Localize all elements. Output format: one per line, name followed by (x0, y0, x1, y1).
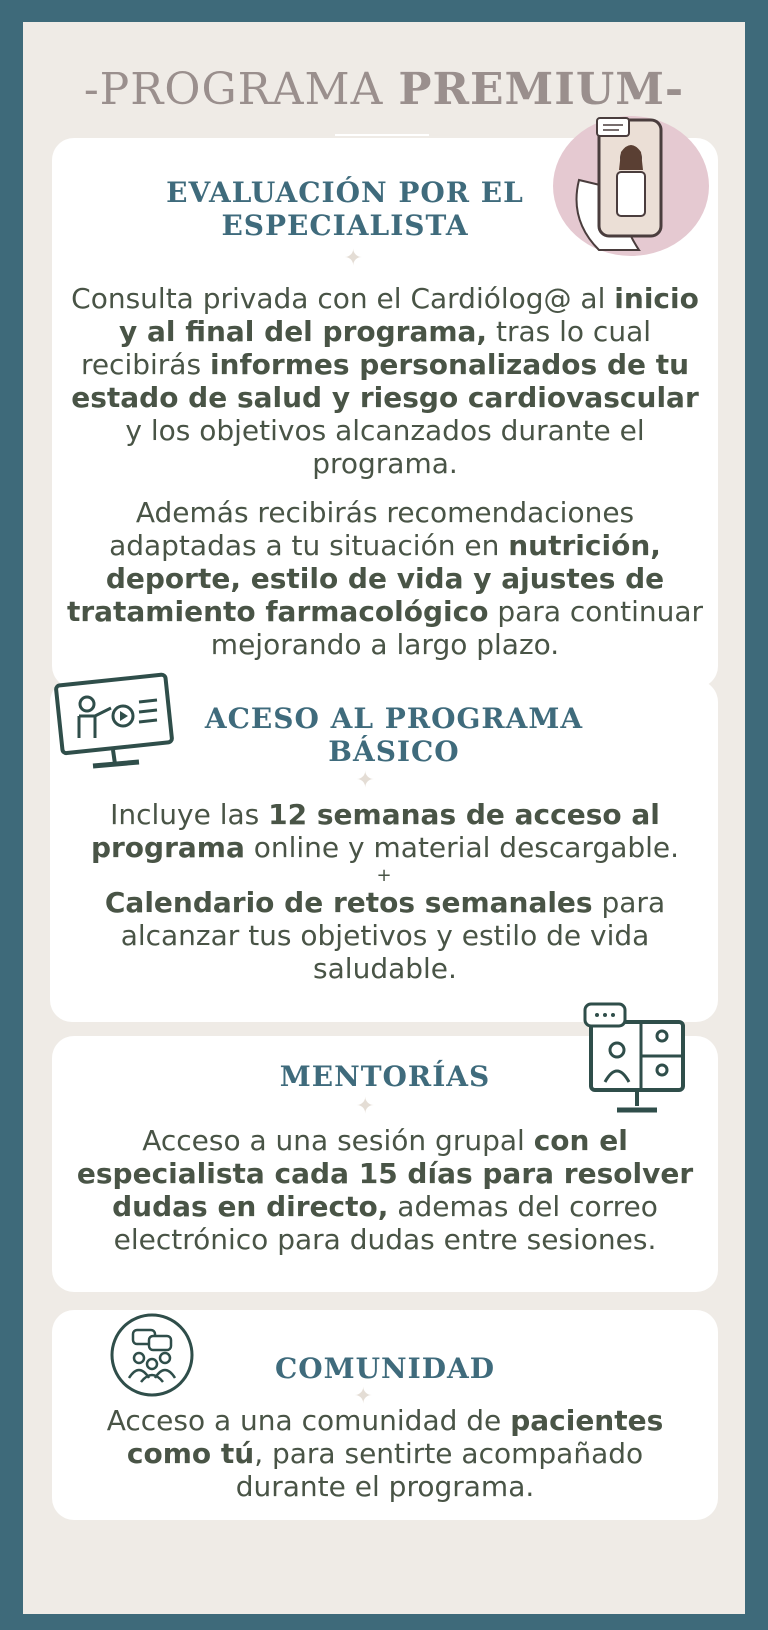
body-text: ademas del correo electrónico para dudas entre sesiones. (113, 1190, 658, 1256)
sparkle-icon: ✦ (356, 1094, 375, 1119)
body-text: Acceso a una comunidad de (106, 1404, 511, 1437)
presentation-screen-icon (53, 672, 177, 776)
page-frame (23, 22, 745, 1614)
emphasis-text: Calendario de retos semanales (104, 886, 593, 919)
body-text: Incluye las (110, 798, 269, 831)
heading-line: COMUNIDAD (274, 1352, 496, 1385)
section-paragraph (72, 1404, 698, 1503)
community-chat-icon (109, 1312, 195, 1402)
video-call-icon (583, 1002, 691, 1122)
body-text: Además recibirás recomendaciones adaptadas a tu situación en (109, 496, 635, 562)
heading-line: ESPECIALISTA (221, 209, 469, 242)
body-text: para alcanzar tus objetivos y estilo de vida saludable. (120, 886, 666, 985)
sparkle-icon: ✦ (354, 1384, 373, 1409)
title-part2: PREMIUM- (398, 64, 685, 115)
title-part1: -PROGRAMA (83, 64, 399, 115)
body-text: Consulta privada con el Cardiólog@ al (71, 282, 615, 315)
emphasis-text: pacientes como tú (126, 1404, 664, 1470)
emphasis-text: inicio y al final del programa, (118, 282, 699, 348)
title-divider (335, 134, 429, 136)
emphasis-text: nutrición, deporte, estilo de vida y ajustes de tratamiento farmacológico (66, 529, 665, 628)
sparkle-icon: ✦ (356, 768, 375, 793)
section-paragraph (72, 1124, 698, 1256)
section-paragraph (62, 496, 708, 661)
body-text: Acceso a una sesión grupal (142, 1124, 534, 1157)
heading-line: EVALUACIÓN POR EL (166, 176, 524, 209)
emphasis-text: 12 semanas de acceso al programa (90, 798, 660, 864)
doctor-phone-icon (539, 110, 709, 264)
heading-line: MENTORÍAS (279, 1060, 491, 1093)
emphasis-text: con el especialista cada 15 días para resolver dudas en directo, (76, 1124, 694, 1223)
emphasis-text: informes personalizados de tu estado de salud y riesgo cardiovascular (71, 348, 699, 414)
body-text: y los objetivos alcanzados durante el programa. (125, 414, 645, 480)
body-text: online y material descargable. (244, 831, 680, 864)
sparkle-icon: ✦ (344, 246, 363, 271)
body-text: tras lo cual recibirás (80, 315, 652, 381)
section-paragraph (68, 282, 702, 480)
heading-line: ACESO AL PROGRAMA (204, 702, 584, 735)
body-text: , para sentirte acompañado durante el programa. (235, 1437, 644, 1503)
section-paragraph (80, 798, 690, 864)
plus-sign: + (376, 865, 392, 886)
body-text: para continuar mejorando a largo plazo. (210, 595, 704, 661)
heading-line: BÁSICO (328, 735, 460, 768)
section-paragraph (90, 886, 680, 985)
